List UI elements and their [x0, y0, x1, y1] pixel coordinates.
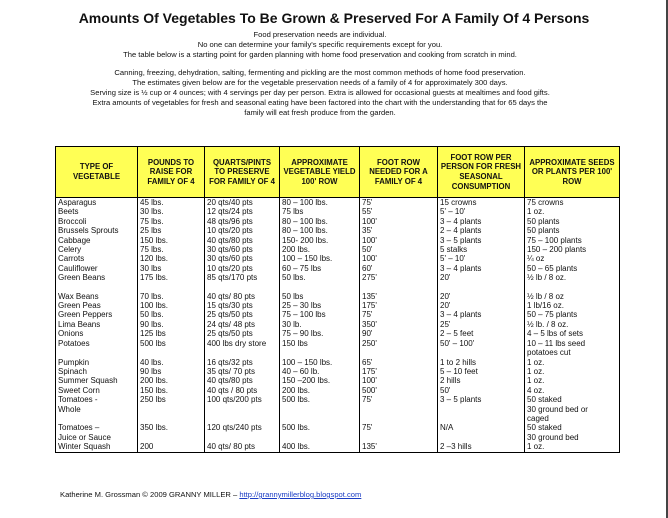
table-cell: 175 lbs. [138, 273, 205, 282]
table-cell: Green Beans [56, 273, 138, 282]
table-cell: 75 – 100 lbs [280, 310, 360, 319]
table-row [56, 433, 620, 442]
table-cell: 500 lbs. [280, 395, 360, 404]
table-cell: 25 qts/50 pts [205, 329, 280, 338]
table-cell: 80 – 100 lbs. [280, 217, 360, 226]
table-cell [525, 283, 620, 292]
table-cell: Winter Squash [56, 442, 138, 452]
table-cell: 70 lbs. [138, 292, 205, 301]
table-row [56, 395, 620, 404]
table-cell: Sweet Corn [56, 386, 138, 395]
table-cell: 400 lbs. [280, 442, 360, 452]
table-cell: 150 – 200 plants [525, 245, 620, 254]
table-cell: 75' [360, 310, 438, 319]
intro-spacer [20, 59, 620, 68]
table-cell: 100 – 150 lbs. [280, 358, 360, 367]
table-cell [360, 414, 438, 423]
table-cell: Whole [56, 405, 138, 414]
table-cell: 135' [360, 442, 438, 452]
table-cell [438, 433, 525, 442]
table-cell: 30 lbs. [138, 207, 205, 216]
table-cell [56, 348, 138, 357]
table-cell: 100 – 150 lbs. [280, 254, 360, 263]
table-cell: 30 lb. [280, 320, 360, 329]
table-row [56, 273, 620, 282]
table-cell: 3 – 4 plants [438, 217, 525, 226]
table-cell: 60' [360, 264, 438, 273]
table-cell: Lima Beans [56, 320, 138, 329]
table-cell: N/A [438, 423, 525, 432]
credit-line [60, 490, 361, 499]
table-row [56, 301, 620, 310]
table-cell: 175' [360, 301, 438, 310]
table-cell: Asparagus [56, 198, 138, 208]
table-cell: ½ lb / 8 oz. [525, 273, 620, 282]
table-cell: 90 lbs. [138, 320, 205, 329]
table-cell [280, 433, 360, 442]
table-cell: 85 qts/170 pts [205, 273, 280, 282]
table-cell: 24 qts/ 48 pts [205, 320, 280, 329]
table-cell [438, 414, 525, 423]
table-cell [138, 283, 205, 292]
table-cell: 150 lbs. [138, 236, 205, 245]
column-header: APPROXIMATE VEGETABLE YIELD 100' ROW [280, 147, 360, 198]
table-cell [56, 283, 138, 292]
table-cell: potatoes cut [525, 348, 620, 357]
table-cell: Spinach [56, 367, 138, 376]
table-cell: 3 – 4 plants [438, 264, 525, 273]
table-cell: 50' [360, 245, 438, 254]
page-title: Amounts Of Vegetables To Be Grown & Preserved For A Family Of 4 Persons [78, 10, 590, 26]
table-row [56, 198, 620, 208]
table-cell: Summer Squash [56, 376, 138, 385]
table-cell [438, 405, 525, 414]
table-cell: 75 – 100 plants [525, 236, 620, 245]
table-cell: Onions [56, 329, 138, 338]
table-row [56, 236, 620, 245]
table-row [56, 376, 620, 385]
table-cell: Carrots [56, 254, 138, 263]
table-cell [138, 433, 205, 442]
table-row [56, 423, 620, 432]
table-cell: 350' [360, 320, 438, 329]
table-cell: 15 crowns [438, 198, 525, 208]
table-row [56, 292, 620, 301]
table-cell: 5 – 10 feet [438, 367, 525, 376]
table-cell: 1 oz. [525, 207, 620, 216]
intro-line: The table below is a starting point for garden planning with home food preservation and cooking from scratch in mind. [123, 49, 517, 59]
table-row [56, 310, 620, 319]
table-cell: 25 qts/50 pts [205, 310, 280, 319]
table-row [56, 386, 620, 395]
table-cell [205, 414, 280, 423]
table-cell: 75 lbs. [138, 217, 205, 226]
table-cell: 250' [360, 339, 438, 348]
table-cell: 135' [360, 292, 438, 301]
table-cell: 40 qts / 80 pts [205, 386, 280, 395]
credit-text: Katherine M. Grossman © 2009 GRANNY MILLER – [60, 490, 240, 499]
table-cell: 400 lbs dry store [205, 339, 280, 348]
table-row [56, 442, 620, 452]
table-cell: 250 lbs [138, 395, 205, 404]
table-cell: 200 lbs. [138, 376, 205, 385]
table-cell: 50 plants [525, 217, 620, 226]
table-cell: 35 qts/ 70 pts [205, 367, 280, 376]
table-cell: 100 qts/200 pts [205, 395, 280, 404]
table-cell: 90' [360, 329, 438, 338]
table-cell: 35' [360, 226, 438, 235]
table-cell: 5' – 10' [438, 207, 525, 216]
intro-line: family will eat fresh produce from the garden. [244, 107, 396, 117]
table-cell: 75' [360, 423, 438, 432]
table-cell: 10 qts/20 pts [205, 264, 280, 273]
table-row [56, 217, 620, 226]
table-cell: 20' [438, 273, 525, 282]
table-row [56, 358, 620, 367]
table-cell: 80 – 100 lbs. [280, 198, 360, 208]
table-cell: 40 lbs. [138, 358, 205, 367]
table-cell: 16 qts/32 pts [205, 358, 280, 367]
intro-text [20, 30, 620, 117]
table-cell: Tomatoes – [56, 423, 138, 432]
table-cell: 1 oz. [525, 376, 620, 385]
table-cell: 3 – 4 plants [438, 310, 525, 319]
table-cell: 100' [360, 217, 438, 226]
table-cell: 40 qts/80 pts [205, 236, 280, 245]
table-row [56, 414, 620, 423]
table-cell: 4 oz. [525, 386, 620, 395]
table-cell [360, 348, 438, 357]
table-row [56, 254, 620, 263]
table-cell: 75' [360, 395, 438, 404]
table-cell: 100' [360, 254, 438, 263]
table-cell: 350 lbs. [138, 423, 205, 432]
table-cell: 100' [360, 236, 438, 245]
table-cell: 200 [138, 442, 205, 452]
intro-line: Extra amounts of vegetables for fresh and seasonal eating have been factored into the chart with the understanding that for 65 days the [92, 97, 548, 107]
table-cell: 75 – 90 lbs. [280, 329, 360, 338]
table-cell: 30 qts/60 pts [205, 254, 280, 263]
table-cell [205, 433, 280, 442]
table-cell: 150 lbs [280, 339, 360, 348]
table-cell: Pumpkin [56, 358, 138, 367]
table-cell: 1 oz. [525, 367, 620, 376]
table-cell [280, 348, 360, 357]
table-cell: 50 lbs. [280, 273, 360, 282]
table-cell: 40 qts/ 80 pts [205, 292, 280, 301]
column-header: APPROXIMATE SEEDS OR PLANTS PER 100' ROW [525, 147, 620, 198]
table-row [56, 405, 620, 414]
column-header: FOOT ROW PER PERSON FOR FRESH SEASONAL CONSUMPTION [438, 147, 525, 198]
table-header-row [56, 147, 620, 198]
table-cell: 5 stalks [438, 245, 525, 254]
intro-line: No one can determine your family's specific requirements except for you. [197, 39, 443, 49]
table-cell: 75 lbs. [138, 245, 205, 254]
table-cell: 1 oz. [525, 442, 620, 452]
table-cell: 30 lbs [138, 264, 205, 273]
table-cell: 4 – 5 lbs of sets [525, 329, 620, 338]
table-cell: 200 lbs. [280, 386, 360, 395]
table-cell: 100' [360, 376, 438, 385]
table-cell: 30 ground bed [525, 433, 620, 442]
table-cell: 1 to 2 hills [438, 358, 525, 367]
table-cell: 20' [438, 292, 525, 301]
table-cell: 3 – 5 plants [438, 395, 525, 404]
table-cell: 40 qts/80 pts [205, 376, 280, 385]
table-cell: ¼ oz [525, 254, 620, 263]
table-cell: 90 lbs [138, 367, 205, 376]
table-cell: 40 qts/ 80 pts [205, 442, 280, 452]
table-cell [360, 405, 438, 414]
table-cell: 40 – 60 lb. [280, 367, 360, 376]
table-cell: 120 qts/240 pts [205, 423, 280, 432]
table-cell: Wax Beans [56, 292, 138, 301]
column-header: TYPE OF VEGETABLE [56, 147, 138, 198]
table-cell: 25 – 30 lbs [280, 301, 360, 310]
table-cell: 60 – 75 lbs [280, 264, 360, 273]
table-cell: 5' – 10' [438, 254, 525, 263]
table-cell: 500' [360, 386, 438, 395]
table-cell: Beets [56, 207, 138, 216]
table-cell [205, 283, 280, 292]
table-cell: 55' [360, 207, 438, 216]
table-cell: 150 –200 lbs. [280, 376, 360, 385]
table-cell [138, 405, 205, 414]
column-header: FOOT ROW NEEDED FOR A FAMILY OF 4 [360, 147, 438, 198]
table-cell [138, 414, 205, 423]
table-cell: Celery [56, 245, 138, 254]
table-cell: 48 qts/96 pts [205, 217, 280, 226]
table-cell: 50' – 100' [438, 339, 525, 348]
table-cell: ½ lb. / 8 oz. [525, 320, 620, 329]
table-cell: 150 lbs. [138, 386, 205, 395]
table-cell [280, 405, 360, 414]
intro-line: The estimates given below are for the vegetable preservation needs of a family of 4 for approximately 300 days. [132, 78, 508, 88]
table-cell: 50 lbs. [138, 310, 205, 319]
table-cell: 3 – 5 plants [438, 236, 525, 245]
table-cell: 2 –3 hills [438, 442, 525, 452]
table-cell: Green Peas [56, 301, 138, 310]
table-cell: Juice or Sauce [56, 433, 138, 442]
table-cell: 50 – 65 plants [525, 264, 620, 273]
table-cell [205, 348, 280, 357]
table-cell: 1 lb/16 oz. [525, 301, 620, 310]
table-cell: 25' [438, 320, 525, 329]
table-cell: 50 lbs [280, 292, 360, 301]
table-cell: 275' [360, 273, 438, 282]
table-cell: 500 lbs. [280, 423, 360, 432]
table-cell: caged [525, 414, 620, 423]
table-cell: 120 lbs. [138, 254, 205, 263]
table-cell: Broccoli [56, 217, 138, 226]
table-cell [360, 283, 438, 292]
table-cell: 1 oz. [525, 358, 620, 367]
table-cell [438, 283, 525, 292]
table-row [56, 245, 620, 254]
table-cell: 25 lbs [138, 226, 205, 235]
table-cell: 80 – 100 lbs. [280, 226, 360, 235]
table-cell: 100 lbs. [138, 301, 205, 310]
table-row [56, 329, 620, 338]
table-cell: 2 hills [438, 376, 525, 385]
vegetable-table [55, 146, 620, 453]
table-row [56, 339, 620, 348]
table-cell: 75' [360, 198, 438, 208]
table-cell: Cauliflower [56, 264, 138, 273]
intro-line: Canning, freezing, dehydration, salting, fermenting and pickling are the most common methods of home food preservation. [114, 68, 526, 78]
table-cell: 30 qts/60 pts [205, 245, 280, 254]
table-cell: 75 crowns [525, 198, 620, 208]
table-cell: 45 lbs. [138, 198, 205, 208]
table-cell: 10 qts/20 pts [205, 226, 280, 235]
table-row [56, 348, 620, 357]
table-cell: 50 plants [525, 226, 620, 235]
table-cell: 50 staked [525, 423, 620, 432]
intro-line: Serving size is ½ cup or 4 ounces; with 4 servings per day per person. Extra is allowed for occasional guests at mealtimes and food gifts. [90, 87, 550, 97]
table-cell: 50' [438, 386, 525, 395]
intro-line: Food preservation needs are individual. [253, 30, 387, 39]
table-cell: 2 – 5 feet [438, 329, 525, 338]
table-row [56, 283, 620, 292]
table-cell [138, 348, 205, 357]
table-row [56, 226, 620, 235]
table-cell: Brussels Sprouts [56, 226, 138, 235]
table-cell: 2 – 4 plants [438, 226, 525, 235]
table-cell: Tomatoes - [56, 395, 138, 404]
column-header: POUNDS TO RAISE FOR FAMILY OF 4 [138, 147, 205, 198]
table-row [56, 320, 620, 329]
table-cell [438, 348, 525, 357]
table-cell: 30 ground bed or [525, 405, 620, 414]
table-cell: 175' [360, 367, 438, 376]
table-cell: 65' [360, 358, 438, 367]
table-cell: 75 lbs [280, 207, 360, 216]
table-cell [56, 414, 138, 423]
table-cell [280, 414, 360, 423]
table-cell: 500 lbs [138, 339, 205, 348]
column-header: QUARTS/PINTS TO PRESERVE FOR FAMILY OF 4 [205, 147, 280, 198]
table-cell: Green Peppers [56, 310, 138, 319]
table-cell: 10 – 11 lbs seed [525, 339, 620, 348]
table-cell: 150- 200 lbs. [280, 236, 360, 245]
table-cell: Potatoes [56, 339, 138, 348]
table-row [56, 207, 620, 216]
table-row [56, 367, 620, 376]
table-cell [280, 283, 360, 292]
table-cell: 20' [438, 301, 525, 310]
table-cell: 200 lbs. [280, 245, 360, 254]
table-cell: ½ lb / 8 oz [525, 292, 620, 301]
table-cell: 50 staked [525, 395, 620, 404]
blog-link[interactable]: http://grannymillerblog.blogspot.com [239, 490, 362, 499]
table-cell [205, 405, 280, 414]
table-cell: 20 qts/40 pts [205, 198, 280, 208]
table-row [56, 264, 620, 273]
table-cell: 50 – 75 plants [525, 310, 620, 319]
table-cell: 12 qts/24 pts [205, 207, 280, 216]
table-cell [360, 433, 438, 442]
table-cell: 125 lbs [138, 329, 205, 338]
table-cell: 15 qts/30 pts [205, 301, 280, 310]
table-cell: Cabbage [56, 236, 138, 245]
